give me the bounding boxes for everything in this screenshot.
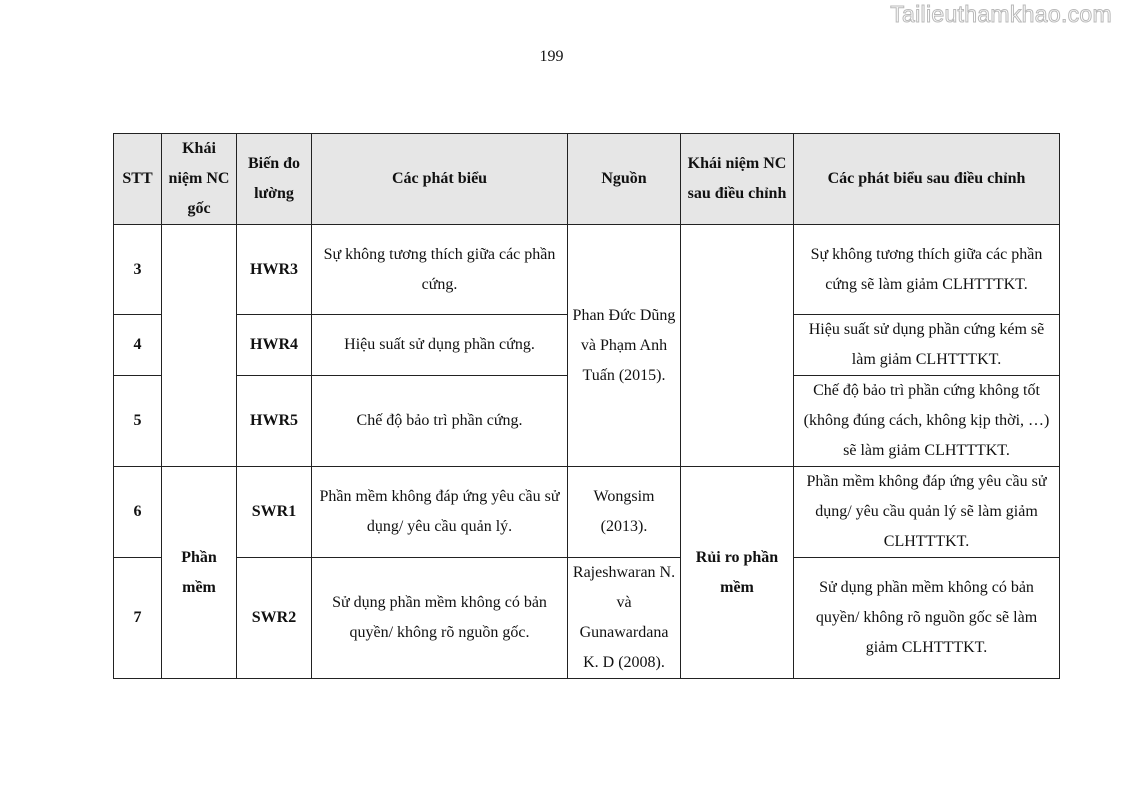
header-source: Nguồn <box>568 134 681 225</box>
page-number: 199 <box>539 48 564 65</box>
cell-stt: 5 <box>114 376 162 467</box>
table-row <box>114 225 1060 315</box>
cell-adjusted-concept-software: Rủi ro phần mềm <box>681 467 794 679</box>
cell-adjusted-concept-hardware <box>681 225 794 467</box>
cell-stt: 3 <box>114 225 162 315</box>
table-row <box>114 558 1060 679</box>
cell-variable: HWR5 <box>237 376 312 467</box>
cell-adjusted-statement: Phần mềm không đáp ứng yêu cầu sử dụng/ yêu cầu quản lý sẽ làm giảm CLHTTTKT. <box>794 467 1060 558</box>
cell-source: Wongsim (2013). <box>568 467 681 558</box>
cell-adjusted-statement: Sự không tương thích giữa các phần cứng sẽ làm giảm CLHTTTKT. <box>794 225 1060 315</box>
table-row <box>114 467 1060 558</box>
cell-adjusted-statement: Sử dụng phần mềm không có bản quyền/ không rõ nguồn gốc sẽ làm giảm CLHTTTKT. <box>794 558 1060 679</box>
header-stt: STT <box>114 134 162 225</box>
cell-stt: 7 <box>114 558 162 679</box>
header-adjusted-statements: Các phát biểu sau điều chỉnh <box>794 134 1060 225</box>
header-statements: Các phát biểu <box>312 134 568 225</box>
cell-statement: Sự không tương thích giữa các phần cứng. <box>312 225 568 315</box>
cell-variable: SWR2 <box>237 558 312 679</box>
cell-variable: HWR4 <box>237 315 312 376</box>
header-original-concept: Khái niệm NC gốc <box>162 134 237 225</box>
cell-statement: Sử dụng phần mềm không có bản quyền/ không rõ nguồn gốc. <box>312 558 568 679</box>
research-table <box>113 133 1060 679</box>
cell-statement: Phần mềm không đáp ứng yêu cầu sử dụng/ yêu cầu quản lý. <box>312 467 568 558</box>
cell-statement: Hiệu suất sử dụng phần cứng. <box>312 315 568 376</box>
cell-source-hardware: Phan Đức Dũng và Phạm Anh Tuấn (2015). <box>568 225 681 467</box>
cell-original-concept-software: Phần mềm <box>162 467 237 679</box>
header-adjusted-concept: Khái niệm NC sau điều chỉnh <box>681 134 794 225</box>
cell-original-concept-hardware <box>162 225 237 467</box>
cell-adjusted-statement: Hiệu suất sử dụng phần cứng kém sẽ làm giảm CLHTTTKT. <box>794 315 1060 376</box>
cell-stt: 4 <box>114 315 162 376</box>
cell-adjusted-statement: Chế độ bảo trì phần cứng không tốt (không đúng cách, không kịp thời, …) sẽ làm giảm CLHTTTKT. <box>794 376 1060 467</box>
watermark: Tailieuthamkhao.com <box>890 1 1112 27</box>
cell-variable: SWR1 <box>237 467 312 558</box>
cell-statement: Chế độ bảo trì phần cứng. <box>312 376 568 467</box>
header-variable: Biến đo lường <box>237 134 312 225</box>
cell-stt: 6 <box>114 467 162 558</box>
cell-variable: HWR3 <box>237 225 312 315</box>
table-header-row <box>114 134 1060 225</box>
cell-source: Rajeshwaran N. và Gunawardana K. D (2008). <box>568 558 681 679</box>
